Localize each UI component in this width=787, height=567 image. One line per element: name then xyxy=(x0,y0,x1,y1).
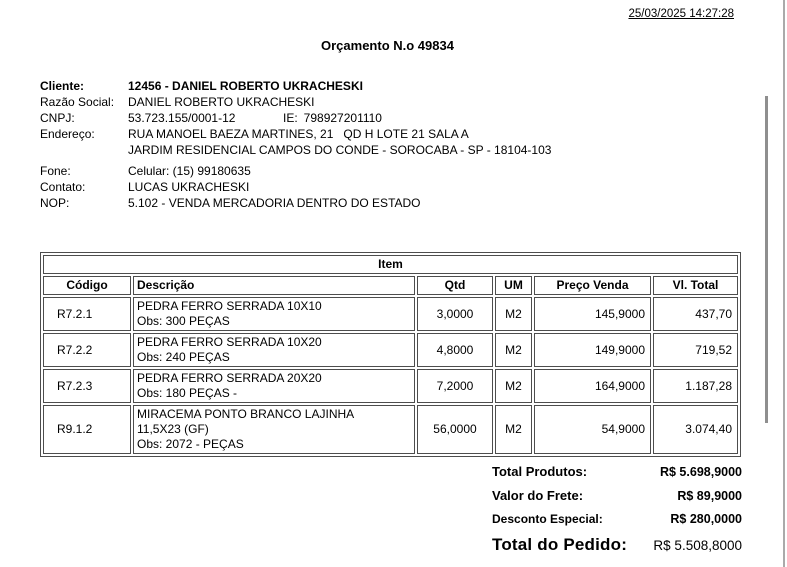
descricao-line: MIRACEMA PONTO BRANCO LAJINHA xyxy=(137,407,355,421)
cliente-label: Cliente: xyxy=(40,79,85,93)
table-header-row xyxy=(43,276,738,295)
cell-descricao xyxy=(133,369,415,403)
client-row-contato xyxy=(40,179,740,195)
cell-descricao xyxy=(133,297,415,331)
col-header-descricao: Descrição xyxy=(133,276,415,295)
client-row-endereco-2 xyxy=(40,142,740,158)
total-pedido-row xyxy=(492,535,742,555)
client-row-endereco xyxy=(40,126,740,142)
razao-social-value: DANIEL ROBERTO UKRACHESKI xyxy=(128,95,315,109)
cell-codigo: R7.2.2 xyxy=(43,333,131,367)
cell-descricao xyxy=(133,333,415,367)
contato-value: LUCAS UKRACHESKI xyxy=(128,180,250,194)
col-header-um: UM xyxy=(495,276,532,295)
cell-qtd: 3,0000 xyxy=(417,297,493,331)
descricao-line: 11,5X23 (GF) xyxy=(137,422,209,436)
cell-preco-venda: 54,9000 xyxy=(534,405,651,454)
col-header-codigo: Código xyxy=(43,276,131,295)
total-produtos-value: R$ 5.698,9000 xyxy=(659,465,742,479)
endereco-label-spacer xyxy=(40,142,128,158)
total-produtos-row xyxy=(492,464,742,479)
ie-value: 798927201110 xyxy=(303,111,382,125)
contato-label: Contato: xyxy=(40,180,86,194)
table-row xyxy=(43,405,738,454)
nop-value: 5.102 - VENDA MERCADORIA DENTRO DO ESTADO xyxy=(128,196,421,210)
cell-codigo: R7.2.3 xyxy=(43,369,131,403)
ie-label: IE: xyxy=(283,111,298,125)
nop-label: NOP: xyxy=(40,196,70,210)
descricao-line: PEDRA FERRO SERRADA 10X20 xyxy=(137,335,322,349)
page-title: Orçamento N.o 49834 xyxy=(321,38,454,53)
cell-vl-total: 1.187,28 xyxy=(653,369,738,403)
cell-um: M2 xyxy=(495,333,532,367)
descricao-obs: Obs: 300 PEÇAS xyxy=(137,314,230,328)
table-row xyxy=(43,297,738,331)
fone-label: Fone: xyxy=(40,164,71,178)
table-row xyxy=(43,369,738,403)
cliente-value: 12456 - DANIEL ROBERTO UKRACHESKI xyxy=(128,79,363,93)
cell-um: M2 xyxy=(495,405,532,454)
endereco-line2: JARDIM RESIDENCIAL CAMPOS DO CONDE - SOROCABA - SP - 18104-103 xyxy=(128,143,552,157)
cell-vl-total: 719,52 xyxy=(653,333,738,367)
desconto-especial-value: R$ 280,0000 xyxy=(670,512,742,526)
descricao-obs: Obs: 240 PEÇAS xyxy=(137,350,230,364)
items-table xyxy=(40,252,741,457)
total-pedido-value: R$ 5.508,8000 xyxy=(653,538,742,553)
cell-preco-venda: 164,9000 xyxy=(534,369,651,403)
frame-right-border xyxy=(783,0,785,567)
table-row xyxy=(43,333,738,367)
razao-social-label: Razão Social: xyxy=(40,95,115,109)
client-info-block xyxy=(40,78,740,211)
cell-qtd: 56,0000 xyxy=(417,405,493,454)
table-group-header-row xyxy=(43,255,738,274)
col-header-qtd: Qtd xyxy=(417,276,493,295)
client-row-razao-social xyxy=(40,94,740,110)
cell-um: M2 xyxy=(495,369,532,403)
descricao-line: PEDRA FERRO SERRADA 20X20 xyxy=(137,371,322,385)
cnpj-value: 53.723.155/0001-12 xyxy=(128,111,236,125)
cell-qtd: 4,8000 xyxy=(417,333,493,367)
cell-preco-venda: 145,9000 xyxy=(534,297,651,331)
endereco-line1: RUA MANOEL BAEZA MARTINES, 21 QD H LOTE 21 SALA A xyxy=(128,127,469,141)
client-row-fone xyxy=(40,163,740,179)
client-row-nop xyxy=(40,195,740,211)
cell-um: M2 xyxy=(495,297,532,331)
total-pedido-label: Total do Pedido: xyxy=(492,535,628,554)
desconto-especial-label: Desconto Especial: xyxy=(492,512,603,526)
cell-codigo: R9.1.2 xyxy=(43,405,131,454)
endereco-label: Endereço: xyxy=(40,127,95,141)
descricao-obs: Obs: 180 PEÇAS - xyxy=(137,386,238,400)
valor-frete-value: R$ 89,9000 xyxy=(677,489,742,503)
cell-descricao xyxy=(133,405,415,454)
descricao-obs: Obs: 2072 - PEÇAS xyxy=(137,437,244,451)
total-produtos-label: Total Produtos: xyxy=(492,464,588,479)
cell-vl-total: 437,70 xyxy=(653,297,738,331)
client-row-cnpj xyxy=(40,110,740,126)
col-header-vl-total: Vl. Total xyxy=(653,276,738,295)
print-datetime: 25/03/2025 14:27:28 xyxy=(628,8,734,20)
vertical-scrollbar-thumb[interactable] xyxy=(765,96,768,423)
group-header-item: Item xyxy=(43,255,738,274)
cell-vl-total: 3.074,40 xyxy=(653,405,738,454)
valor-frete-label: Valor do Frete: xyxy=(492,488,584,503)
cell-codigo: R7.2.1 xyxy=(43,297,131,331)
client-row-cliente xyxy=(40,78,740,94)
cell-qtd: 7,2000 xyxy=(417,369,493,403)
descricao-line: PEDRA FERRO SERRADA 10X10 xyxy=(137,299,322,313)
cnpj-label: CNPJ: xyxy=(40,111,75,125)
desconto-especial-row xyxy=(492,512,742,526)
cell-preco-venda: 149,9000 xyxy=(534,333,651,367)
fone-value: Celular: (15) 99180635 xyxy=(128,164,251,178)
valor-frete-row xyxy=(492,488,742,503)
totals-block xyxy=(492,464,742,564)
col-header-preco-venda: Preço Venda xyxy=(534,276,651,295)
